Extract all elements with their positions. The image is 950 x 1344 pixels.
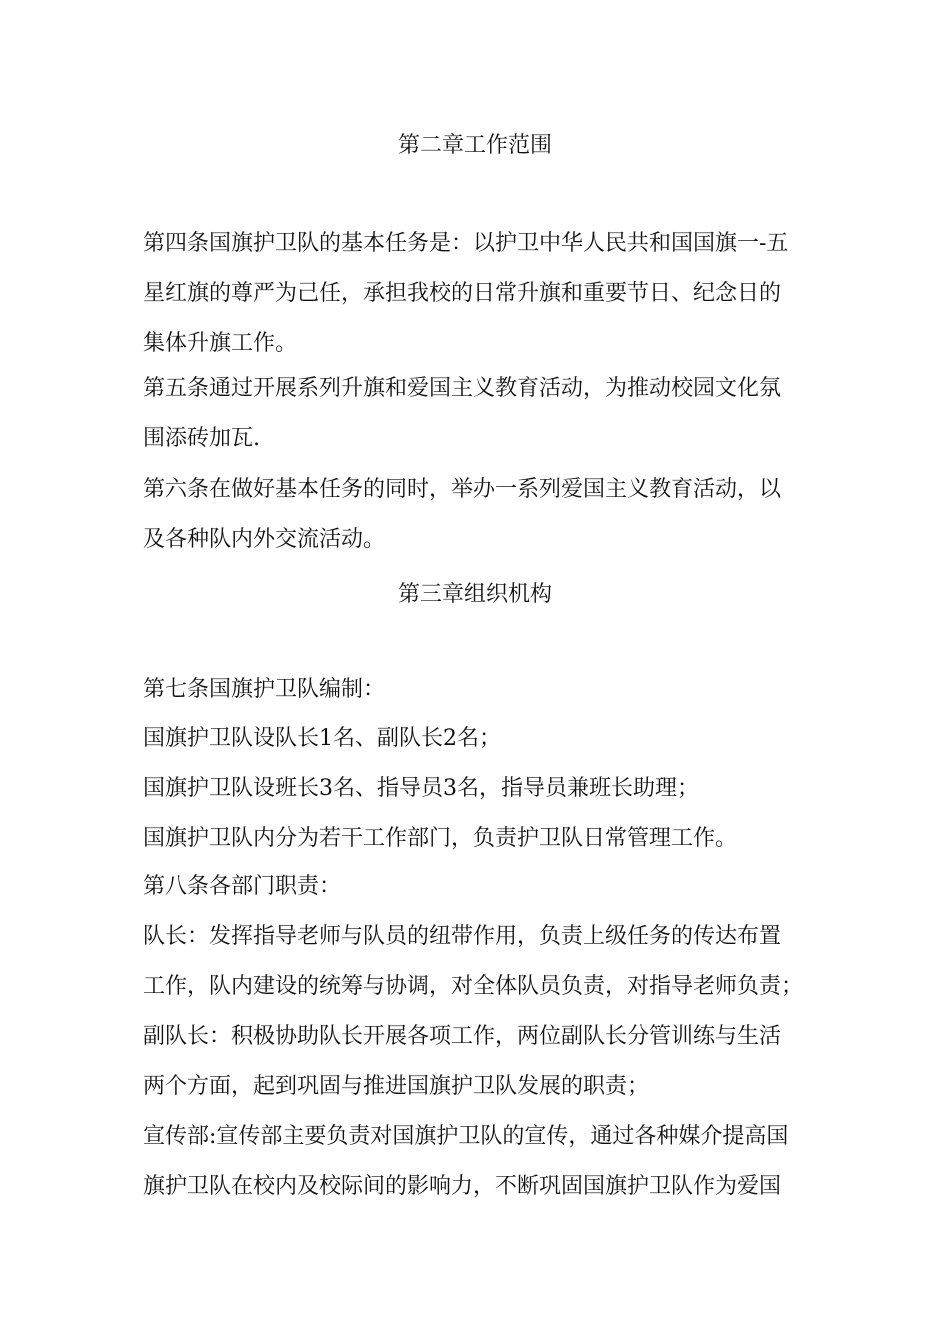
article7-line-1: 第七条国旗护卫队编制： [143, 677, 386, 702]
captain-line-2: 工作，队内建设的统筹与协调，对全体队员负责，对指导老师负责； [143, 974, 804, 999]
captain-line-1: 队长：发挥指导老师与队员的纽带作用，负责上级任务的传达布置 [143, 924, 782, 949]
article8-line-1: 第八条各部门职责： [143, 874, 342, 899]
article5-line-2: 围添砖加瓦. [143, 426, 260, 451]
article5-line-1: 第五条通过开展系列升旗和爱国主义教育活动，为推动校园文化氛 [143, 376, 782, 401]
article7-line-2: 国旗护卫队设队长1名、副队长2名； [143, 726, 501, 751]
chapter2-heading: 第二章工作范围 [397, 133, 552, 158]
publicity-line-2: 旗护卫队在校内及校际间的影响力，不断巩固国旗护卫队作为爱国 [143, 1174, 782, 1199]
article7-line-4: 国旗护卫队内分为若干工作部门，负责护卫队日常管理工作。 [143, 826, 738, 851]
article6-line-2: 及各种队内外交流活动。 [143, 527, 386, 552]
article6-line-1: 第六条在做好基本任务的同时，举办一系列爱国主义教育活动，以 [143, 477, 782, 502]
article4-line-2: 星红旗的尊严为己任，承担我校的日常升旗和重要节日、纪念日的 [143, 281, 782, 306]
publicity-line-1: 宣传部:宣传部主要负责对国旗护卫队的宣传，通过各种媒介提高国 [143, 1124, 789, 1149]
article4-line-1: 第四条国旗护卫队的基本任务是：以护卫中华人民共和国国旗一-五 [143, 231, 789, 256]
vice-captain-line-2: 两个方面，起到巩固与推进国旗护卫队发展的职责； [143, 1074, 650, 1099]
vice-captain-line-1: 副队长：积极协助队长开展各项工作，两位副队长分管训练与生活 [143, 1024, 782, 1049]
chapter3-heading: 第三章组织机构 [397, 582, 552, 607]
article7-line-3: 国旗护卫队设班长3名、指导员3名，指导员兼班长助理； [143, 776, 699, 801]
article4-line-3: 集体升旗工作。 [143, 331, 298, 356]
